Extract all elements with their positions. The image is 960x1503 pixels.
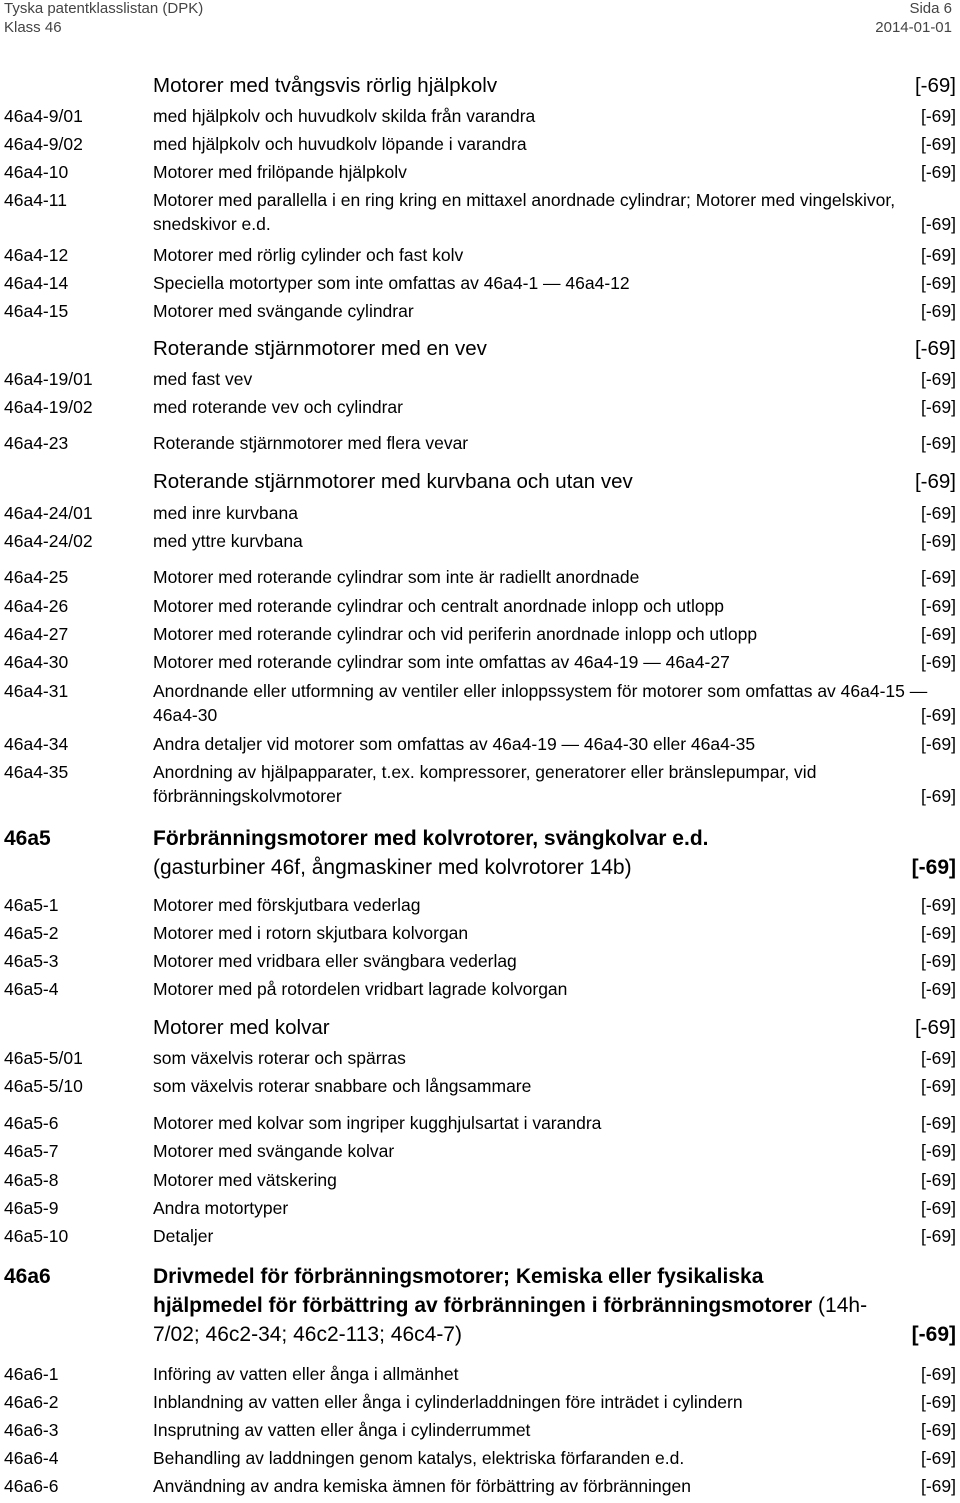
row-code: 46a4-26: [4, 596, 69, 616]
row-description: Inblandning av vatten eller ånga i cylinderladdningen före inträdet i cylindern: [153, 1392, 743, 1412]
row-code: 46a5-2: [4, 923, 59, 943]
row-description: Motorer med kolvar: [153, 1016, 330, 1039]
row-reference: [-69]: [920, 397, 956, 417]
row-reference: [-69]: [920, 369, 956, 389]
row-reference: [-69]: [920, 134, 956, 154]
section-heading: [0, 72, 960, 96]
row-reference: [-69]: [920, 162, 956, 182]
row-description: Motorer med roterande cylindrar och vid periferin anordnade inlopp och utlopp: [153, 624, 758, 644]
class-row: [0, 1390, 960, 1414]
row-description: Roterande stjärnmotorer med kurvbana och utan vev: [153, 470, 633, 493]
group-note: (14h-7/02; 46c2-34; 46c2-113; 46c4-7): [153, 1294, 868, 1346]
row-code: 46a5-9: [4, 1198, 59, 1218]
class-row: [0, 529, 960, 553]
row-reference: [-69]: [920, 1364, 956, 1384]
group-code: 46a6: [4, 1265, 51, 1288]
row-reference: [-69]: [914, 74, 956, 97]
row-code: 46a5-4: [4, 979, 59, 999]
class-row: [0, 395, 960, 419]
row-reference: [-69]: [920, 923, 956, 943]
class-row: [0, 1074, 960, 1098]
row-reference: [-69]: [920, 1420, 956, 1440]
row-code: 46a4-27: [4, 624, 69, 644]
class-row: [0, 104, 960, 128]
row-reference: [-69]: [920, 106, 956, 126]
row-code: 46a4-9/01: [4, 106, 83, 126]
main-group-row: [0, 824, 960, 884]
row-code: 46a4-9/02: [4, 134, 83, 154]
class-row: [0, 949, 960, 973]
row-code: 46a4-25: [4, 567, 69, 587]
row-code: 46a5-7: [4, 1141, 59, 1161]
class-row: [0, 921, 960, 945]
row-reference: [-69]: [920, 433, 956, 453]
row-description: Detaljer: [153, 1226, 214, 1246]
header-title: Tyska patentklasslistan (DPK): [4, 0, 204, 17]
class-row: [0, 1418, 960, 1442]
row-reference: [-69]: [920, 1198, 956, 1218]
row-description: Speciella motortyper som inte omfattas av 46a4-1 — 46a4-12: [153, 273, 630, 293]
row-code: 46a4-10: [4, 162, 69, 182]
row-description: med roterande vev och cylindrar: [153, 397, 403, 417]
row-description: Anordnande eller utformning av ventiler eller inloppssystem för motorer som omfattas av 46a4-15 — 46a4-30: [153, 681, 928, 725]
row-description: med inre kurvbana: [153, 503, 298, 523]
group-description: [153, 824, 893, 882]
class-row: [0, 977, 960, 1001]
row-code: 46a4-24/02: [4, 531, 93, 551]
row-reference: [-69]: [920, 734, 956, 754]
class-row: [0, 1224, 960, 1248]
class-row: [0, 431, 960, 455]
row-code: 46a4-15: [4, 301, 69, 321]
row-reference: [-69]: [920, 214, 956, 234]
row-description: Motorer med rörlig cylinder och fast kolv: [153, 245, 464, 265]
row-description: Motorer med svängande kolvar: [153, 1141, 395, 1161]
group-reference: [-69]: [911, 856, 956, 879]
row-reference: [-69]: [920, 951, 956, 971]
class-row: [0, 1362, 960, 1386]
class-row: [0, 501, 960, 525]
row-reference: [-69]: [920, 1392, 956, 1412]
class-row: [0, 565, 960, 589]
row-code: 46a4-23: [4, 433, 69, 453]
row-description: Införing av vatten eller ånga i allmänhet: [153, 1364, 459, 1384]
row-reference: [-69]: [920, 596, 956, 616]
class-row: [0, 650, 960, 674]
row-reference: [-69]: [920, 503, 956, 523]
main-group-row: [0, 1262, 960, 1352]
row-code: 46a4-19/02: [4, 397, 93, 417]
row-code: 46a5-1: [4, 895, 59, 915]
row-description: Användning av andra kemiska ämnen för förbättring av förbränningen: [153, 1476, 691, 1496]
class-row: [0, 1446, 960, 1470]
row-reference: [-69]: [920, 786, 956, 806]
row-code: 46a6-3: [4, 1420, 59, 1440]
class-row: [0, 732, 960, 756]
row-reference: [-69]: [920, 1448, 956, 1468]
row-description: Roterande stjärnmotorer med flera vevar: [153, 433, 469, 453]
header-page-number: Sida 6: [909, 0, 952, 17]
group-note: (gasturbiner 46f, ångmaskiner med kolvrotorer 14b): [153, 856, 632, 879]
class-row: [0, 679, 960, 727]
row-reference: [-69]: [914, 470, 956, 493]
row-reference: [-69]: [920, 652, 956, 672]
row-reference: [-69]: [920, 245, 956, 265]
class-row: [0, 271, 960, 295]
class-row: [0, 1046, 960, 1070]
row-code: 46a4-35: [4, 762, 69, 782]
class-row: [0, 760, 960, 808]
row-description: Motorer med svängande cylindrar: [153, 301, 414, 321]
class-row: [0, 299, 960, 323]
row-description: Motorer med förskjutbara vederlag: [153, 895, 421, 915]
row-code: 46a4-34: [4, 734, 69, 754]
row-code: 46a5-8: [4, 1170, 59, 1190]
row-code: 46a4-24/01: [4, 503, 93, 523]
class-row: [0, 622, 960, 646]
row-description: Anordning av hjälpapparater, t.ex. kompressorer, generatorer eller bränslepumpar, vid förbränningskolvmotorer: [153, 762, 817, 806]
row-code: 46a4-14: [4, 273, 69, 293]
class-row: [0, 243, 960, 267]
section-heading: [0, 335, 960, 359]
row-description: Motorer med på rotordelen vridbart lagrade kolvorgan: [153, 979, 568, 999]
row-description: Motorer med roterande cylindrar och centralt anordnade inlopp och utlopp: [153, 596, 725, 616]
row-description: Insprutning av vatten eller ånga i cylinderrummet: [153, 1420, 531, 1440]
row-description: Motorer med tvångsvis rörlig hjälpkolv: [153, 74, 498, 97]
class-row: [0, 367, 960, 391]
row-reference: [-69]: [920, 301, 956, 321]
row-reference: [-69]: [920, 979, 956, 999]
row-reference: [-69]: [920, 1048, 956, 1068]
row-code: 46a4-19/01: [4, 369, 93, 389]
class-row: [0, 1111, 960, 1135]
class-row: [0, 893, 960, 917]
group-code: 46a5: [4, 827, 51, 850]
row-description: Behandling av laddningen genom katalys, elektriska förfaranden e.d.: [153, 1448, 685, 1468]
row-description: Motorer med frilöpande hjälpkolv: [153, 162, 407, 182]
row-reference: [-69]: [920, 1076, 956, 1096]
row-code: 46a5-10: [4, 1226, 69, 1246]
class-row: [0, 1139, 960, 1163]
class-row: [0, 1474, 960, 1498]
group-title: Förbränningsmotorer med kolvrotorer, svängkolvar e.d.: [153, 827, 709, 850]
row-reference: [-69]: [920, 895, 956, 915]
row-code: 46a6-1: [4, 1364, 59, 1384]
row-description: med hjälpkolv och huvudkolv löpande i varandra: [153, 134, 527, 154]
class-row: [0, 1168, 960, 1192]
row-reference: [-69]: [914, 1016, 956, 1039]
row-code: 46a6-2: [4, 1392, 59, 1412]
row-description: Motorer med kolvar som ingriper kugghjulsartat i varandra: [153, 1113, 602, 1133]
row-description: Motorer med vätskering: [153, 1170, 337, 1190]
row-reference: [-69]: [920, 1476, 956, 1496]
row-description: Andra detaljer vid motorer som omfattas av 46a4-19 — 46a4-30 eller 46a4-35: [153, 734, 756, 754]
row-reference: [-69]: [920, 1141, 956, 1161]
group-title: Drivmedel för förbränningsmotorer; Kemiska eller fysikaliska hjälpmedel för förbättring av förbränningen i förbränningsmotorer: [153, 1265, 813, 1317]
row-description: Roterande stjärnmotorer med en vev: [153, 337, 487, 360]
row-description: Andra motortyper: [153, 1198, 289, 1218]
section-heading: [0, 468, 960, 492]
row-code: 46a5-5/10: [4, 1076, 83, 1096]
row-reference: [-69]: [920, 1226, 956, 1246]
row-description: som växelvis roterar och spärras: [153, 1048, 406, 1068]
row-description: med hjälpkolv och huvudkolv skilda från varandra: [153, 106, 536, 126]
section-heading: [0, 1014, 960, 1038]
row-code: 46a5-5/01: [4, 1048, 83, 1068]
class-row: [0, 132, 960, 156]
row-reference: [-69]: [920, 1170, 956, 1190]
row-description: med fast vev: [153, 369, 253, 389]
class-row: [0, 594, 960, 618]
row-reference: [-69]: [920, 531, 956, 551]
class-row: [0, 160, 960, 184]
row-code: 46a4-31: [4, 681, 69, 701]
row-description: som växelvis roterar snabbare och långsammare: [153, 1076, 532, 1096]
class-row: [0, 1196, 960, 1220]
row-description: Motorer med i rotorn skjutbara kolvorgan: [153, 923, 469, 943]
row-reference: [-69]: [920, 1113, 956, 1133]
group-reference: [-69]: [911, 1323, 956, 1346]
class-row: [0, 188, 960, 236]
row-reference: [-69]: [920, 273, 956, 293]
row-code: 46a4-12: [4, 245, 69, 265]
row-code: 46a6-6: [4, 1476, 59, 1496]
row-code: 46a5-3: [4, 951, 59, 971]
row-description: Motorer med roterande cylindrar som inte är radiellt anordnade: [153, 567, 640, 587]
row-code: 46a4-30: [4, 652, 69, 672]
row-reference: [-69]: [920, 705, 956, 725]
row-reference: [-69]: [920, 567, 956, 587]
row-code: 46a4-11: [4, 190, 67, 210]
row-code: 46a6-4: [4, 1448, 59, 1468]
row-description: med yttre kurvbana: [153, 531, 303, 551]
header-class: Klass 46: [4, 19, 62, 36]
group-description: [153, 1262, 873, 1349]
row-description: Motorer med vridbara eller svängbara vederlag: [153, 951, 517, 971]
row-reference: [-69]: [920, 624, 956, 644]
header-date: 2014-01-01: [875, 19, 952, 36]
row-description: Motorer med roterande cylindrar som inte omfattas av 46a4-19 — 46a4-27: [153, 652, 730, 672]
row-code: 46a5-6: [4, 1113, 59, 1133]
row-reference: [-69]: [914, 337, 956, 360]
row-description: Motorer med parallella i en ring kring en mittaxel anordnade cylindrar; Motorer med vingelskivor, snedskivor e.d.: [153, 190, 896, 234]
